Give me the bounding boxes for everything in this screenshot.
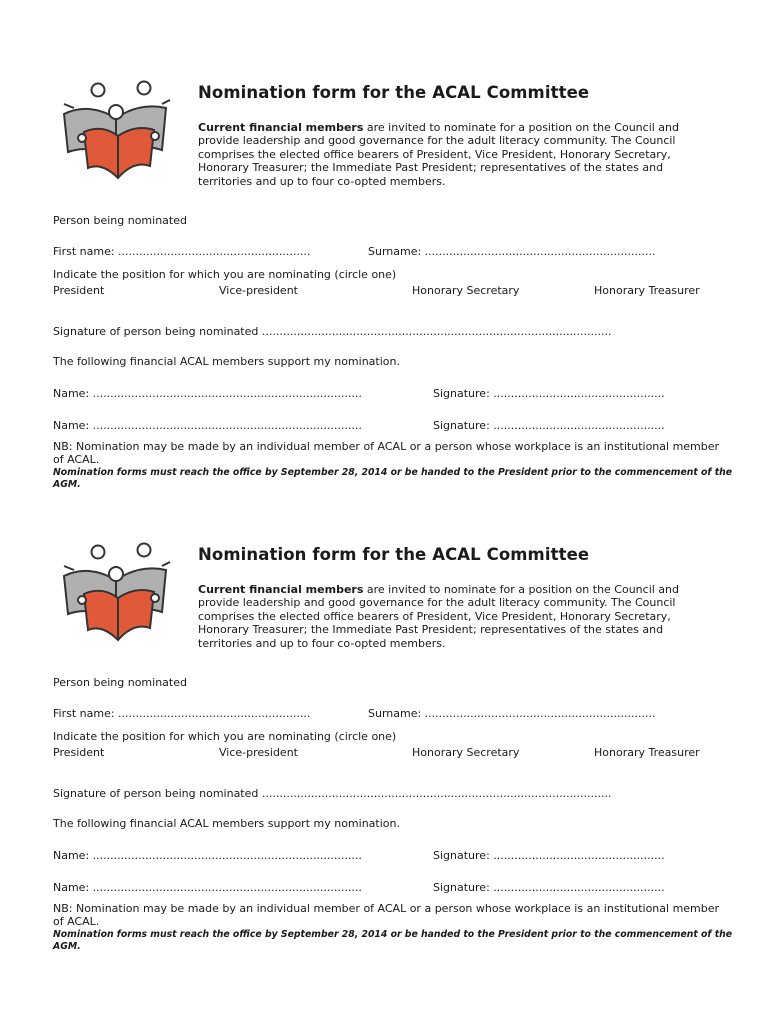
- nominee-signature-field[interactable]: Signature of person being nominated ....................................................................................................: [53, 787, 612, 800]
- first-name-field[interactable]: First name: .......................................................: [53, 707, 311, 720]
- position-honorary-secretary[interactable]: Honorary Secretary: [412, 284, 520, 297]
- intro-bold: Current financial members: [198, 121, 364, 134]
- acal-readers-logo-icon: [58, 540, 176, 648]
- form-title: Nomination form for the ACAL Committee: [198, 545, 590, 564]
- nomination-form-2: [0, 462, 770, 952]
- supporter-name-field[interactable]: Name: .............................................................................: [53, 881, 362, 894]
- nb-note: NB: Nomination may be made by an individual member of ACAL or a person whose workplace is an institutional member of ACAL.: [53, 902, 720, 928]
- person-heading: Person being nominated: [53, 676, 187, 689]
- deadline-note: Nomination forms must reach the office by September 28, 2014 or be handed to the President prior to the commencement of the AGM.: [53, 467, 733, 490]
- indicate-instruction: Indicate the position for which you are nominating (circle one): [53, 730, 397, 743]
- intro-paragraph: [198, 583, 718, 650]
- position-president[interactable]: President: [53, 746, 105, 759]
- first-name-field[interactable]: First name: .......................................................: [53, 245, 311, 258]
- supporter-name-field[interactable]: Name: .............................................................................: [53, 419, 362, 432]
- position-honorary-secretary[interactable]: Honorary Secretary: [412, 746, 520, 759]
- nb-note: NB: Nomination may be made by an individual member of ACAL or a person whose workplace is an institutional member of ACAL.: [53, 440, 720, 466]
- nomination-form-1: [0, 0, 770, 490]
- nominee-signature-field[interactable]: Signature of person being nominated ....................................................................................................: [53, 325, 612, 338]
- position-honorary-treasurer[interactable]: Honorary Treasurer: [594, 746, 700, 759]
- supporter-signature-field[interactable]: Signature: .................................................: [433, 881, 665, 894]
- acal-readers-logo-icon: [58, 78, 176, 186]
- form-title: Nomination form for the ACAL Committee: [198, 83, 590, 102]
- deadline-note: Nomination forms must reach the office by September 28, 2014 or be handed to the President prior to the commencement of the AGM.: [53, 929, 733, 952]
- intro-rest: are invited to nominate for a position on the Council and provide leadership and good governance for the adult literacy community. The Council comprises the elected office bearers of President, Vice President, Honorary Secretary, Honorary Treasurer; the Immediate Past President; representatives of the states and territories and up to four co-opted members.: [198, 583, 680, 650]
- person-heading: Person being nominated: [53, 214, 187, 227]
- position-president[interactable]: President: [53, 284, 105, 297]
- surname-field[interactable]: Surname: ..................................................................: [368, 245, 656, 258]
- surname-field[interactable]: Surname: ..................................................................: [368, 707, 656, 720]
- position-vice-president[interactable]: Vice-president: [219, 284, 298, 297]
- supporter-name-field[interactable]: Name: .............................................................................: [53, 849, 362, 862]
- intro-rest: are invited to nominate for a position on the Council and provide leadership and good governance for the adult literacy community. The Council comprises the elected office bearers of President, Vice President, Honorary Secretary, Honorary Treasurer; the Immediate Past President; representatives of the states and territories and up to four co-opted members.: [198, 121, 680, 188]
- support-statement: The following financial ACAL members support my nomination.: [53, 355, 400, 368]
- position-honorary-treasurer[interactable]: Honorary Treasurer: [594, 284, 700, 297]
- support-statement: The following financial ACAL members support my nomination.: [53, 817, 400, 830]
- intro-paragraph: [198, 121, 718, 188]
- supporter-signature-field[interactable]: Signature: .................................................: [433, 387, 665, 400]
- indicate-instruction: Indicate the position for which you are nominating (circle one): [53, 268, 397, 281]
- supporter-name-field[interactable]: Name: .............................................................................: [53, 387, 362, 400]
- intro-bold: Current financial members: [198, 583, 364, 596]
- position-vice-president[interactable]: Vice-president: [219, 746, 298, 759]
- supporter-signature-field[interactable]: Signature: .................................................: [433, 849, 665, 862]
- supporter-signature-field[interactable]: Signature: .................................................: [433, 419, 665, 432]
